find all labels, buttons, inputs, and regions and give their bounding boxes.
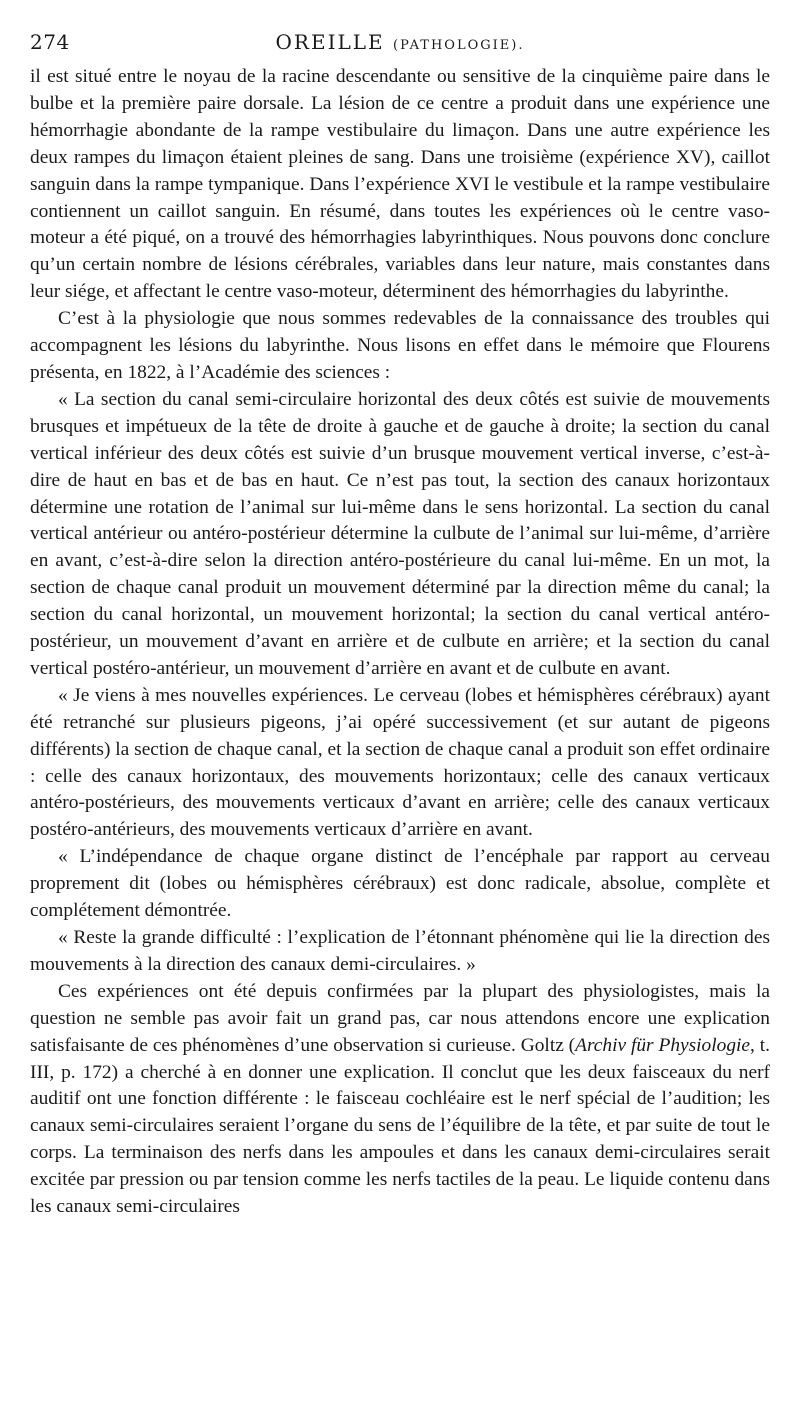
paragraph-quote-difficulty: « Reste la grande difficulté : l’explication de l’étonnant phénomène qui lie la direction des mouvements à la direction des canaux demi-circulaires. » (30, 927, 770, 975)
goltz-text-start: Ces expériences ont été depuis confirmées par la plupart des physiologistes, mais la question ne semble pas avoir fait un grand pas, car nous attendons encore une explication satisfaisante de ces phénomènes d’une observation si curieuse. Goltz ( (30, 980, 770, 1056)
running-title-main: OREILLE (275, 30, 385, 54)
goltz-text-end: , t. III, p. 172) a cherché à en donner une explication. Il conclut que les deux faisceaux du nerf auditif ont une fonction différente : le faisceau cochléaire est le nerf spécial de l’audition; les canaux semi-circulaires seraient l’organe du sens de l’équilibre de la tête, et par suite de tout le corps. La terminaison des nerfs dans les ampoules et dans les canaux demi-circulaires serait excitée par pression ou par tension comme les nerfs tactiles de la peau. Le liquide contenu dans les canaux semi-circulaires (30, 1034, 770, 1218)
paragraph-continued: il est situé entre le noyau de la racine descendante ou sensitive de la cinquième paire dans le bulbe et la première paire dorsale. La lésion de ce centre a produit dans une expérience une hémorrhagie abondante de la rampe vestibulaire du limaçon. Dans une autre expérience les deux rampes du limaçon étaient pleines de sang. Dans une troisième (expérience XV), caillot sanguin dans la rampe tympanique. Dans l’expérience XVI le vestibule et la rampe vestibulaire contiennent un caillot sanguin. En résumé, dans toutes les expériences où le centre vaso-moteur a été piqué, on a trouvé des hémorrhagies labyrinthiques. Nous pouvons donc conclure qu’un certain nombre de lésions cérébrales, variables dans leur nature, mais constantes dans leur siége, et affectant le centre vaso-moteur, déterminent des hémorrhagies du labyrinthe. (30, 66, 770, 303)
paragraph-quote-new-experiences: « Je viens à mes nouvelles expériences. Le cerveau (lobes et hémisphères cérébraux) ayant été retranché sur plusieurs pigeons, j’ai opéré successivement (et sur autant de pigeons différents) la section de chaque canal, et la section de chaque canal a produit son effet ordinaire : celle des canaux horizontaux, des mouvements horizontaux; celle des canaux verticaux antéro-postérieurs, des mouvements verticaux d’avant en arrière; celle des canaux verticaux postéro-antérieurs, des mouvements verticaux d’arrière en avant. (30, 684, 770, 841)
running-title-sub: (PATHOLOGIE). (393, 38, 525, 53)
running-header (30, 30, 770, 64)
paragraph-quote-independence: « L’indépendance de chaque organe distinct de l’encéphale par rapport au cerveau proprement dit (lobes ou hémisphères cérébraux) est donc radicale, absolue, complète et complétement démontrée. (30, 846, 770, 922)
running-title (30, 30, 770, 54)
paragraph-goltz (30, 979, 770, 1221)
paragraph-quote-canal-sections: « La section du canal semi-circulaire horizontal des deux côtés est suivie de mouvements brusques et impétueux de la tête de droite à gauche et de gauche à droite; la section du canal vertical inférieur des deux côtés est suivie d’un brusque mouvement vertical inverse, c’est-à-dire de haut en bas et de bas en haut. Ce n’est pas tout, la section des canaux horizontaux détermine une rotation de l’animal sur lui-même dans le sens horizontal. La section du canal vertical antérieur ou antéro-postérieur détermine la culbute de l’animal sur lui-même, d’arrière en avant, c’est-à-dire selon la direction antéro-postérieure du canal lui-même. En un mot, la section de chaque canal produit un mouvement déterminé par la direction même du canal; la section du canal horizontal, un mouvement horizontal; la section du canal vertical antéro-postérieur, un mouvement d’avant en arrière et de culbute en arrière; et la section du canal vertical postéro-antérieur, un mouvement d’arrière en avant et de culbute en avant. (30, 388, 770, 679)
body-text (30, 64, 770, 1221)
paragraph-physiology-flourens: C’est à la physiologie que nous sommes redevables de la connaissance des troubles qui accompagnent les lésions du labyrinthe. Nous lisons en effet dans le mémoire que Flourens présenta, en 1822, à l’Académie des sciences : (30, 308, 770, 383)
journal-title: Archiv für Physiologie (575, 1034, 751, 1056)
page-number: 274 (30, 30, 70, 54)
